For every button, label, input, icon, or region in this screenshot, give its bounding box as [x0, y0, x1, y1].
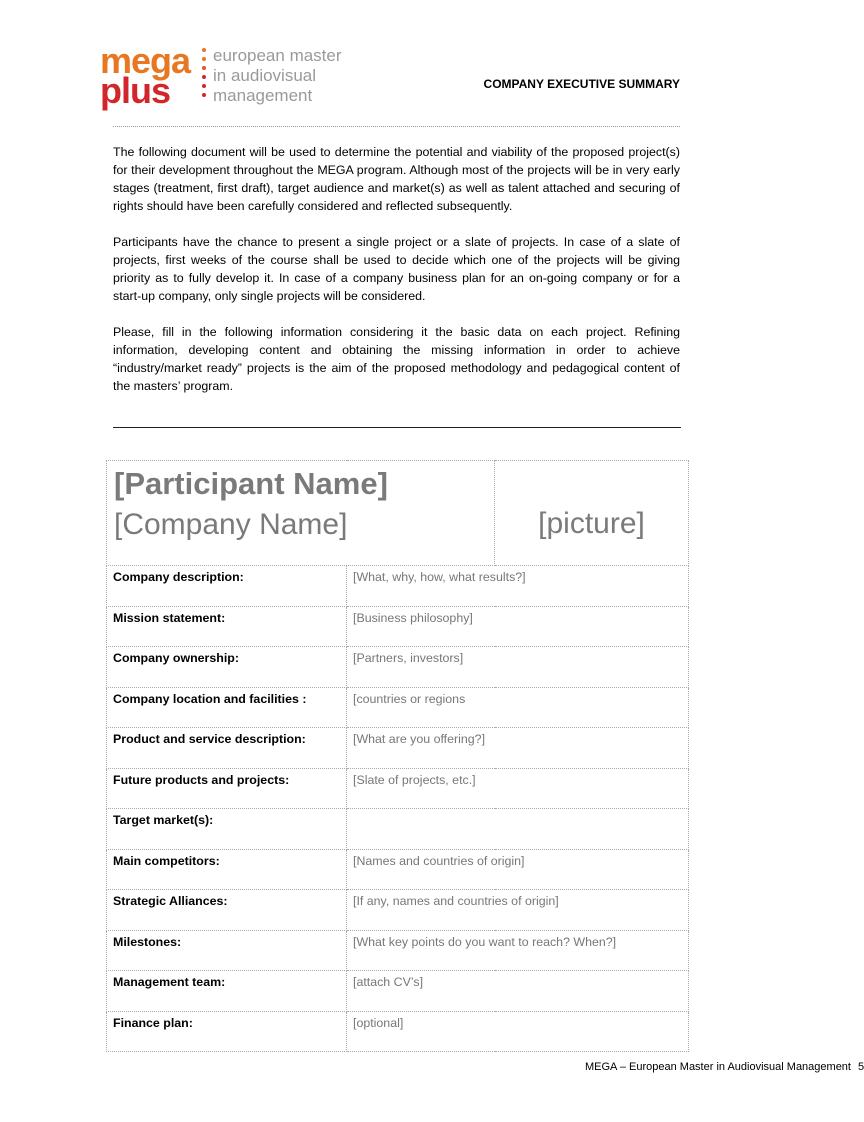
picture-placeholder: [picture]	[538, 507, 645, 540]
row-label: Target market(s):	[107, 809, 347, 850]
form-header	[107, 461, 689, 566]
intro-paragraph: Participants have the chance to present a single project or a slate of projects. In case of a slate of projects, first weeks of the course shall be used to decide which one of the projects will be giving priority as to fully develop it. In case of a company business plan for an on-going company or for a start-up company, only single projects will be considered.	[113, 235, 680, 303]
table-row	[107, 971, 689, 1012]
row-value-field[interactable]: [attach CV’s]	[347, 971, 689, 1012]
row-value-field[interactable]: [Business philosophy]	[347, 606, 689, 647]
page-number: 5	[858, 1061, 864, 1073]
table-row	[107, 849, 689, 890]
table-row	[107, 687, 689, 728]
page-footer	[585, 1061, 864, 1073]
logo-tagline-line: in audiovisual	[213, 66, 317, 85]
participant-name-field[interactable]: [Participant Name]	[114, 466, 388, 501]
row-value-field[interactable]: [What, why, how, what results?]	[347, 566, 689, 607]
logo-tagline	[213, 46, 342, 106]
executive-summary-form	[106, 460, 689, 1052]
row-value-field[interactable]	[347, 809, 689, 850]
table-row	[107, 647, 689, 688]
table-row	[107, 890, 689, 931]
row-value-field[interactable]: [What are you offering?]	[347, 728, 689, 769]
row-value-field[interactable]: [Slate of projects, etc.]	[347, 768, 689, 809]
header-divider	[113, 126, 680, 127]
logo-tagline-line: european master	[213, 46, 342, 65]
row-value-field[interactable]: [What key points do you want to reach? When?]	[347, 930, 689, 971]
row-label: Product and service description:	[107, 728, 347, 769]
row-label: Management team:	[107, 971, 347, 1012]
logo-word-plus: plus	[100, 70, 171, 111]
row-value-field[interactable]: [countries or regions	[347, 687, 689, 728]
mega-plus-logo	[100, 40, 360, 111]
document-title: COMPANY EXECUTIVE SUMMARY	[483, 77, 680, 91]
logo-dots	[202, 48, 208, 102]
row-label: Company ownership:	[107, 647, 347, 688]
row-value-field[interactable]: [Names and countries of origin]	[347, 849, 689, 890]
intro-paragraph: Please, fill in the following information considering it the basic data on each project. Refining information, developing content and obtaining the missing information in order to achieve “industry/market ready” projects is the aim of the proposed methodology and pedagogical content of the masters’ program.	[113, 325, 680, 393]
row-label: Finance plan:	[107, 1011, 347, 1052]
table-row	[107, 768, 689, 809]
footer-text: MEGA – European Master in Audiovisual Management	[585, 1061, 851, 1073]
row-label: Company description:	[107, 566, 347, 607]
row-value-field[interactable]: [optional]	[347, 1011, 689, 1052]
table-row	[107, 728, 689, 769]
logo-tagline-line: management	[213, 86, 313, 105]
table-row	[107, 930, 689, 971]
row-label: Main competitors:	[107, 849, 347, 890]
table-row	[107, 606, 689, 647]
row-label: Milestones:	[107, 930, 347, 971]
row-label: Strategic Alliances:	[107, 890, 347, 931]
table-row	[107, 1011, 689, 1052]
row-value-field[interactable]: [Partners, investors]	[347, 647, 689, 688]
table-row	[107, 566, 689, 607]
table-row	[107, 809, 689, 850]
name-cell	[107, 461, 495, 566]
logo-word-mega: mega	[100, 40, 191, 81]
row-value-field[interactable]: [If any, names and countries of origin]	[347, 890, 689, 931]
row-label: Mission statement:	[107, 606, 347, 647]
company-name-field[interactable]: [Company Name]	[114, 508, 348, 541]
intro-paragraph: The following document will be used to determine the potential and viability of the proposed project(s) for their development throughout the MEGA program. Although most of the projects will be in very early stages (treatment, first draft), target audience and market(s) as well as talent attached and securing of rights should have been carefully considered and reflected subsequently.	[113, 145, 680, 213]
row-label: Future products and projects:	[107, 768, 347, 809]
row-label: Company location and facilities :	[107, 687, 347, 728]
intro-divider	[113, 427, 681, 428]
picture-cell[interactable]	[495, 461, 689, 566]
intro-text	[113, 143, 680, 413]
